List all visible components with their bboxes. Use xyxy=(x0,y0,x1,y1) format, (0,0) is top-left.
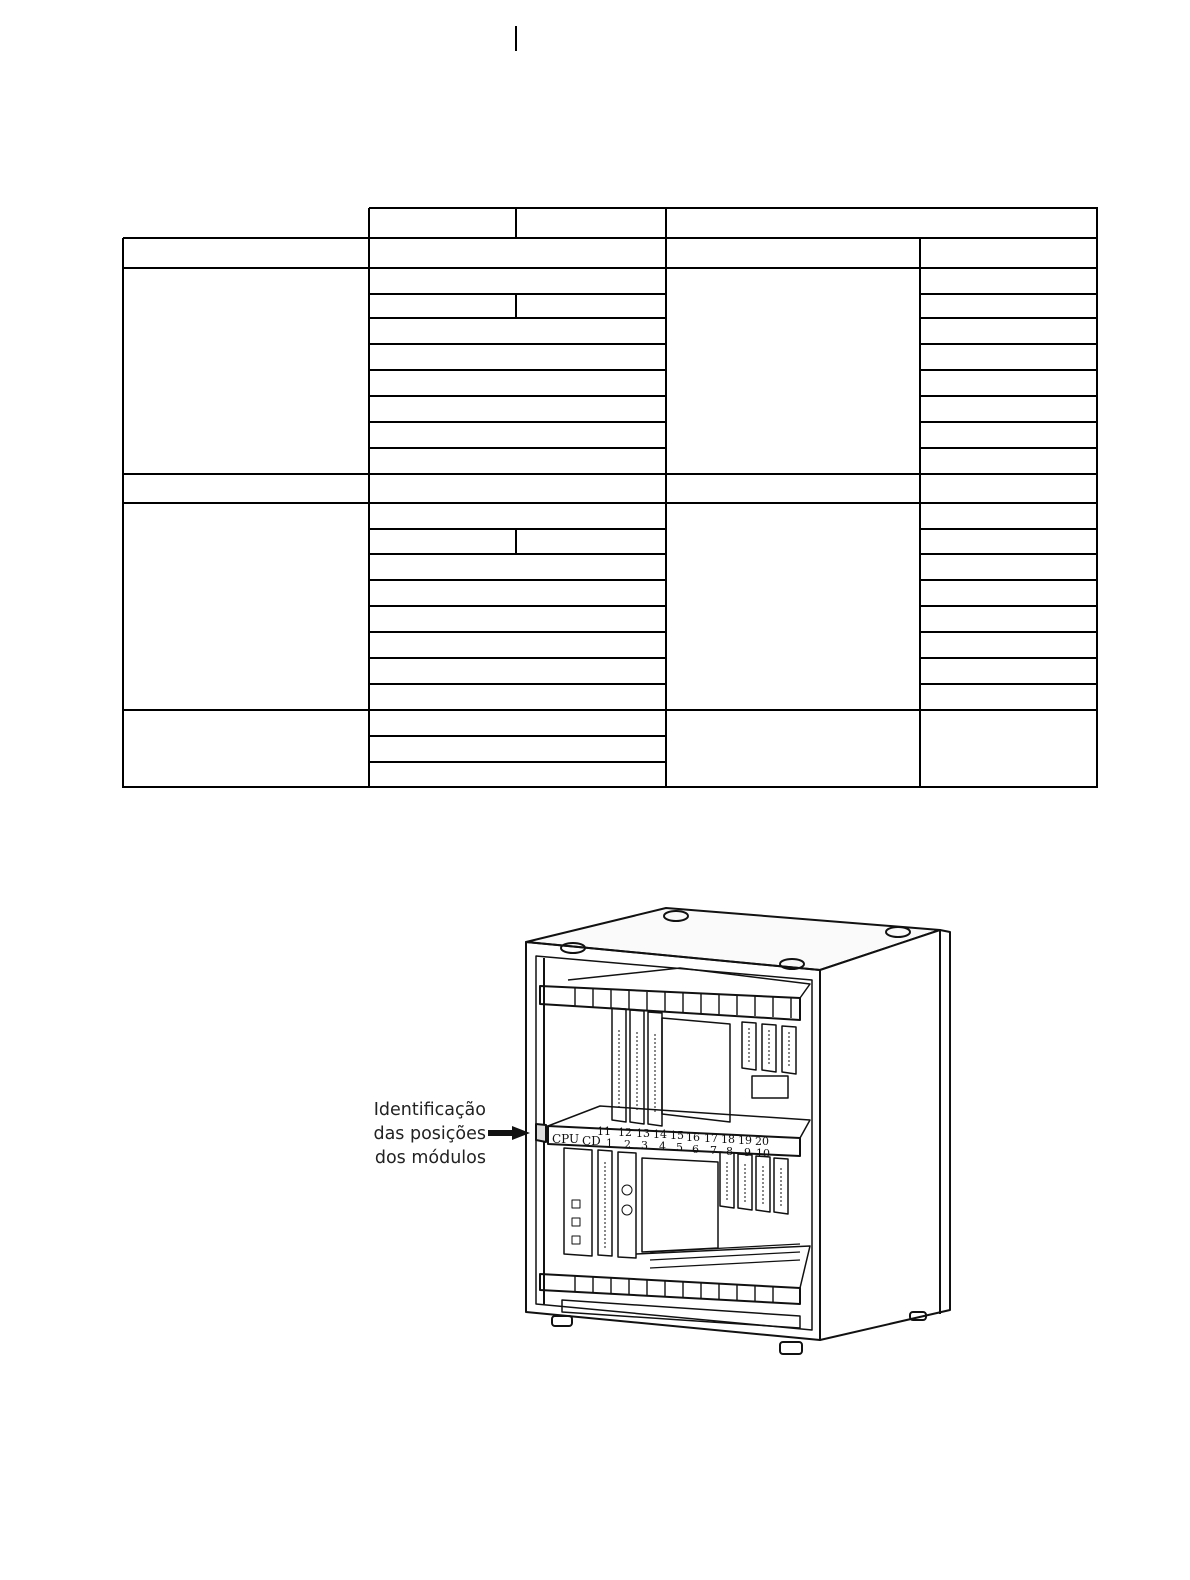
slot-label-14: 14 xyxy=(653,1128,667,1141)
slot-label-20: 20 xyxy=(755,1135,769,1148)
caption-line-2: das posições xyxy=(373,1124,486,1144)
slot-label-4: 4 xyxy=(659,1140,666,1153)
slot-label-13: 13 xyxy=(636,1127,650,1140)
slot-label-19: 19 xyxy=(738,1134,752,1147)
slot-label-7: 7 xyxy=(710,1144,717,1157)
slot-label-1: 1 xyxy=(606,1137,613,1150)
slot-label-6: 6 xyxy=(692,1143,699,1156)
slot-label-15: 15 xyxy=(670,1129,684,1142)
slot-label-5: 5 xyxy=(676,1141,683,1154)
slot-label-cd: CD xyxy=(582,1134,601,1148)
slot-label-8: 8 xyxy=(726,1145,733,1158)
cabinet-illustration xyxy=(380,900,980,1360)
slot-label-2: 2 xyxy=(624,1138,631,1151)
slot-label-18: 18 xyxy=(721,1133,735,1146)
slot-label-9: 9 xyxy=(744,1146,751,1159)
caption-line-3: dos módulos xyxy=(374,1148,486,1168)
slot-label-16: 16 xyxy=(686,1131,700,1144)
slot-label-17: 17 xyxy=(704,1132,718,1145)
slot-label-10: 10 xyxy=(756,1147,770,1160)
slot-label-cpu: CPU xyxy=(552,1132,580,1146)
caption-line-1: Identificação xyxy=(373,1100,486,1120)
slot-label-3: 3 xyxy=(641,1139,648,1152)
slot-label-11: 11 xyxy=(597,1125,611,1138)
slot-label-12: 12 xyxy=(618,1126,632,1139)
